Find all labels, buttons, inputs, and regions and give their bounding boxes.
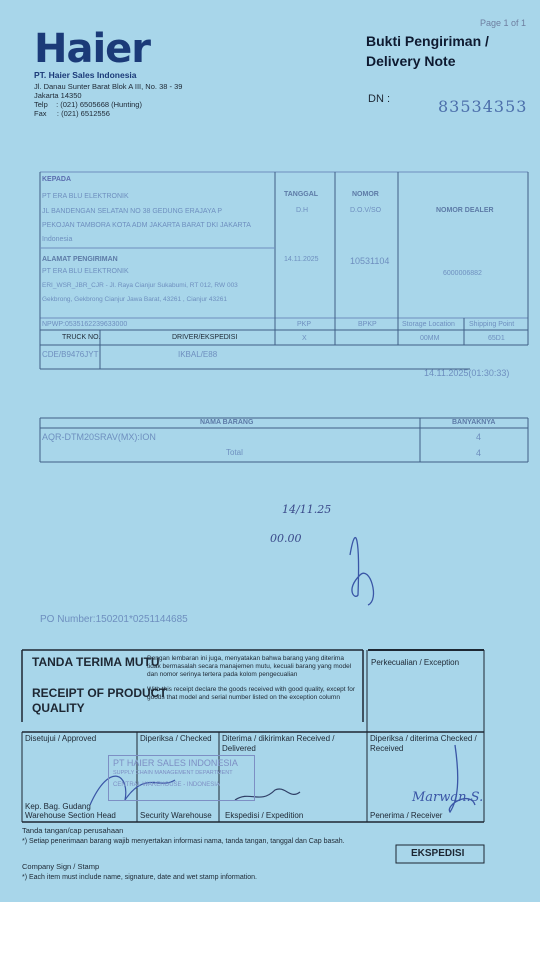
po-number: PO Number:150201*0251144685 xyxy=(40,614,188,625)
item-row-qty: 4 xyxy=(476,432,482,442)
stamp-line-1: PT HAIER SALES INDONESIA xyxy=(113,758,238,768)
nomor-value: 10531104 xyxy=(350,256,390,266)
tanggal-value: 14.11.2025 xyxy=(284,256,319,263)
exception-label: Perkecualian / Exception xyxy=(371,658,460,667)
shipping-point-label: Shipping Point xyxy=(469,321,515,328)
company-stamp-label: Tanda tangan/cap perusahaan xyxy=(22,826,124,835)
dn-label: DN : xyxy=(368,93,390,105)
receipt-of-product-label: RECEIPT OF PRODUCT xyxy=(32,686,167,700)
checked-received-label: Diperiksa / diterima Checked / Received xyxy=(370,734,477,753)
company-name: PT. Haier Sales Indonesia xyxy=(34,70,137,80)
delivered-label: Diterima / dikirimkan Received / Delivered xyxy=(222,734,335,753)
kepada-label: KEPADA xyxy=(42,176,72,183)
quality-label: QUALITY xyxy=(32,701,85,715)
npwp: NPWP:0535162239633000 xyxy=(42,321,128,328)
approved-label: Disetujui / Approved xyxy=(25,734,97,743)
stamp-line-3: CENTRAL WAREHOUSE - INDONESIA xyxy=(113,782,220,788)
bpkp-label: BPKP xyxy=(358,321,377,328)
recipient-country: Indonesia xyxy=(42,236,73,243)
truck-label: TRUCK NO. xyxy=(62,334,101,341)
ship-to-address-1: ERI_WSR_JBR_CJR - Jl. Raya Cianjur Sukabumi, RT 012, RW 003 xyxy=(42,282,238,289)
doc-title-1: Bukti Pengiriman / xyxy=(366,33,489,49)
receiver-signature: Marwan.S. xyxy=(412,790,484,805)
receiver-label: Penerima / Receiver xyxy=(370,811,443,820)
nomor-label: NOMOR xyxy=(352,191,379,198)
handwritten-date: 14/11.25 xyxy=(282,503,332,516)
total-value: 4 xyxy=(476,448,482,458)
dealer-label: NOMOR DEALER xyxy=(436,207,494,214)
warehouse-head-line-1: Kep. Bag. Gudang xyxy=(25,802,91,811)
page-number: Page 1 of 1 xyxy=(479,18,526,28)
warehouse-head-line-2: Warehouse Section Head xyxy=(25,811,116,820)
print-timestamp: 14.11.2025(01:30:33) xyxy=(424,368,510,378)
item-name-header: NAMA BARANG xyxy=(200,419,254,426)
driver-label: DRIVER/EKSPEDISI xyxy=(172,334,238,341)
haier-logo: Haier xyxy=(34,26,151,72)
recipient-address-2: PEKOJAN TAMBORA KOTA ADM JAKARTA BARAT DKI JAKARTA xyxy=(42,222,251,229)
security-label: Security Warehouse xyxy=(140,811,212,820)
storage-location-label: Storage Location xyxy=(402,321,455,328)
driver-value: IKBAL/E88 xyxy=(178,350,218,359)
checked-label: Diperiksa / Checked xyxy=(140,734,212,743)
truck-value: CDE/B9476JYT xyxy=(42,350,99,359)
pkp-label: PKP xyxy=(297,321,312,328)
company-address-2: Jakarta 14350 xyxy=(34,91,82,100)
tanda-terima-text: Dengan lembaran ini juga, menyatakan bahwa barang yang diterima tidak bermasalah secara manajemen mutu, kecuali barang yang model dan nomor serinya tertera pada kolom pengecualian xyxy=(147,655,352,678)
nomor-sub: D.O.V/SO xyxy=(350,207,382,214)
note-indonesian: *) Setiap penerimaan barang wajib menyertakan informasi nama, tanda tangan, tanggal dan Cap basah. xyxy=(22,838,345,845)
ekspedisi-box-label: EKSPEDISI xyxy=(411,848,465,859)
expedition-label: Ekspedisi / Expedition xyxy=(225,811,304,820)
item-row-name: AQR-DTM20SRAV(MX):ION xyxy=(42,432,156,442)
tanda-terima-label: TANDA TERIMA MUTU xyxy=(32,655,160,669)
pkp-value: X xyxy=(302,335,307,342)
handwritten-time: 00.00 xyxy=(270,532,302,545)
total-label: Total xyxy=(226,448,243,457)
tanggal-sub: D.H xyxy=(296,207,309,214)
storage-location-value: 00MM xyxy=(420,335,440,342)
doc-title-2: Delivery Note xyxy=(366,53,456,69)
warehouse-stamp xyxy=(108,755,255,801)
ship-to-label: ALAMAT PENGIRIMAN xyxy=(42,256,118,263)
ship-to-name: PT ERA BLU ELEKTRONIK xyxy=(42,268,129,275)
recipient-name: PT ERA BLU ELEKTRONIK xyxy=(42,193,129,200)
company-phone: Telp : (021) 6505668 (Hunting) xyxy=(34,100,142,109)
shipping-point-value: 65D1 xyxy=(488,335,505,342)
receipt-text: With this receipt declare the goods received with good quality, except for goods that model and serial number listed on the exception column xyxy=(147,686,355,701)
dealer-value: 6000006882 xyxy=(443,270,482,277)
item-qty-header: BANYAKNYA xyxy=(452,419,496,426)
dn-number: 83534353 xyxy=(438,97,528,116)
stamp-line-2: SUPPLY CHAIN MANAGEMENT DEPARTMENT xyxy=(113,770,233,776)
note-english: *) Each item must include name, signature, date and wet stamp information. xyxy=(22,874,258,881)
company-address-1: Jl. Danau Sunter Barat Blok A III, No. 38 - 39 xyxy=(34,82,183,91)
tanggal-label: TANGGAL xyxy=(284,191,319,198)
recipient-address-1: JL BANDENGAN SELATAN NO 38 GEDUNG ERAJAYA P xyxy=(42,208,223,215)
company-fax: Fax : (021) 6512556 xyxy=(34,109,110,118)
company-sign-label: Company Sign / Stamp xyxy=(22,862,100,871)
ship-to-address-2: Gekbrong, Gekbrong Cianjur Jawa Barat, 43261 , Cianjur 43261 xyxy=(42,296,227,303)
